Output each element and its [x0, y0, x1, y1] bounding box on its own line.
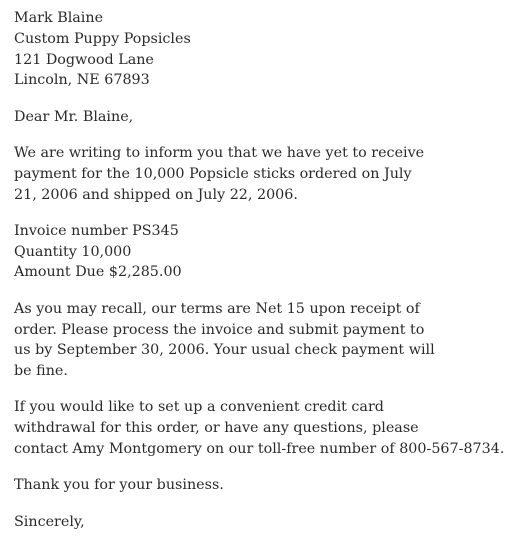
recipient-street: 121 Dogwood Lane: [14, 51, 154, 68]
salutation: Dear Mr. Blaine,: [14, 108, 134, 125]
recipient-name: Mark Blaine: [14, 10, 104, 26]
contact-paragraph: [14, 397, 514, 459]
recipient-city-state-zip: Lincoln, NE 67893: [14, 72, 150, 89]
invoice-quantity: Quantity 10,000: [14, 243, 132, 260]
salutation-paragraph: [14, 107, 514, 128]
closing-line: Sincerely,: [14, 513, 85, 530]
terms-paragraph: [14, 299, 514, 382]
invoice-number: Invoice number PS345: [14, 222, 179, 239]
invoice-amount-due: Amount Due $2,285.00: [14, 264, 182, 281]
contact-line: withdrawal for this order, or have any questions, please: [14, 420, 419, 437]
intro-line: payment for the 10,000 Popsicle sticks ordered on July: [14, 165, 412, 182]
contact-line: contact Amy Montgomery on our toll-free number of 800-567-8734.: [14, 441, 505, 458]
terms-line: As you may recall, our terms are Net 15 upon receipt of: [14, 300, 420, 317]
thanks-line: Thank you for your business.: [14, 477, 224, 494]
intro-paragraph: [14, 143, 514, 205]
terms-line: us by September 30, 2006. Your usual check payment will: [14, 342, 435, 359]
intro-line: We are writing to inform you that we have yet to receive: [14, 144, 425, 161]
closing-paragraph: [14, 512, 514, 533]
terms-line: be fine.: [14, 363, 68, 380]
thanks-paragraph: [14, 475, 514, 496]
recipient-company: Custom Puppy Popsicles: [14, 30, 191, 47]
intro-line: 21, 2006 and shipped on July 22, 2006.: [14, 186, 298, 203]
letter: [14, 8, 514, 532]
invoice-details: [14, 221, 514, 283]
terms-line: order. Please process the invoice and submit payment to: [14, 321, 425, 338]
recipient-address: [14, 8, 514, 91]
contact-line: If you would like to set up a convenient credit card: [14, 399, 384, 416]
